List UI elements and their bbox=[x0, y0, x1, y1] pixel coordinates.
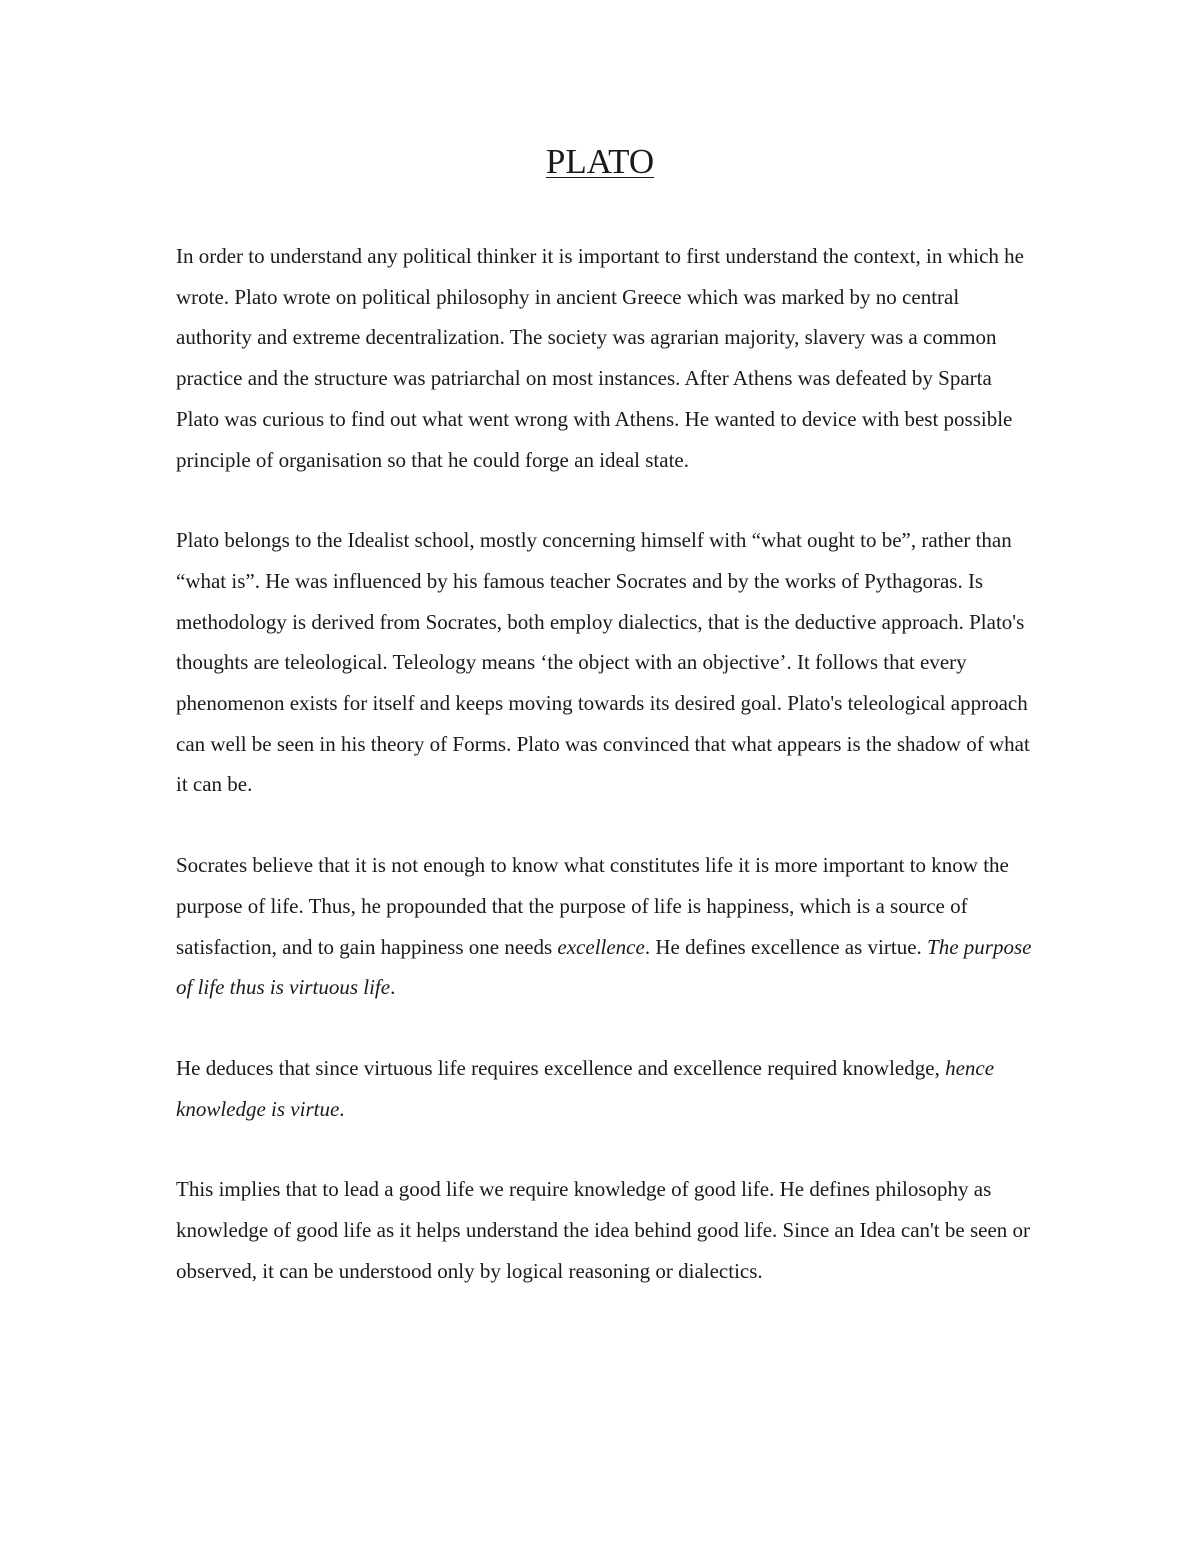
page-title: PLATO bbox=[545, 142, 655, 181]
emphasis-knowledge-is-virtue: hence knowledge is virtue bbox=[176, 1055, 995, 1121]
paragraph-text-segment: He deduces that since virtuous life requires excellence and excellence required knowledge, bbox=[176, 1055, 946, 1080]
paragraph-text-segment: . bbox=[339, 1096, 345, 1121]
paragraph-context: In order to understand any political thinker it is important to first understand the context, in which he wrote. Plato wrote on political philosophy in ancient Greece which was marked by no central authority and extreme decentralization. The society was agrarian majority, slavery was a common practice and the structure was patriarchal on most instances. After Athens was defeated by Sparta Plato was curious to find out what went wrong with Athens. He wanted to device with best possible principle of organisation so that he could forge an ideal state. bbox=[176, 244, 1024, 472]
paragraph-text-segment: . bbox=[390, 975, 396, 1000]
paragraph-text-segment: . He defines excellence as virtue. bbox=[644, 934, 928, 959]
document-body bbox=[176, 236, 1036, 1331]
paragraph-text-segment: Socrates believe that it is not enough to know what constitutes life it is more important to know the purpose of life. Thus, he propounded that the purpose of life is happiness, which is a source of satisfaction, and to gain happiness one needs bbox=[176, 853, 1009, 959]
emphasis-excellence: excellence bbox=[557, 934, 645, 959]
paragraph-philosophy: This implies that to lead a good life we require knowledge of good life. He defines philosophy as knowledge of good life as it helps understand the idea behind good life. Since an Idea can't be seen or observed, it can be understood only by logical reasoning or dialectics. bbox=[176, 1177, 1031, 1283]
emphasis-virtuous-life: The purpose of life thus is virtuous life bbox=[176, 934, 1032, 1000]
paragraph-idealist-school: Plato belongs to the Idealist school, mostly concerning himself with “what ought to be”, rather than “what is”. He was influenced by his famous teacher Socrates and by the works of Pythagoras. Is methodology is derived from Socrates, both employ dialectics, that is the deductive approach. Plato's thoughts are teleological. Teleology means ‘the object with an objective’. It follows that every phenomenon exists for itself and keeps moving towards its desired goal. Plato's teleological approach can well be seen in his theory of Forms. Plato was convinced that what appears is the shadow of what it can be. bbox=[176, 528, 1030, 797]
paragraph-knowledge-virtue bbox=[176, 1048, 1036, 1129]
paragraph-purpose-of-life bbox=[176, 845, 1036, 1008]
